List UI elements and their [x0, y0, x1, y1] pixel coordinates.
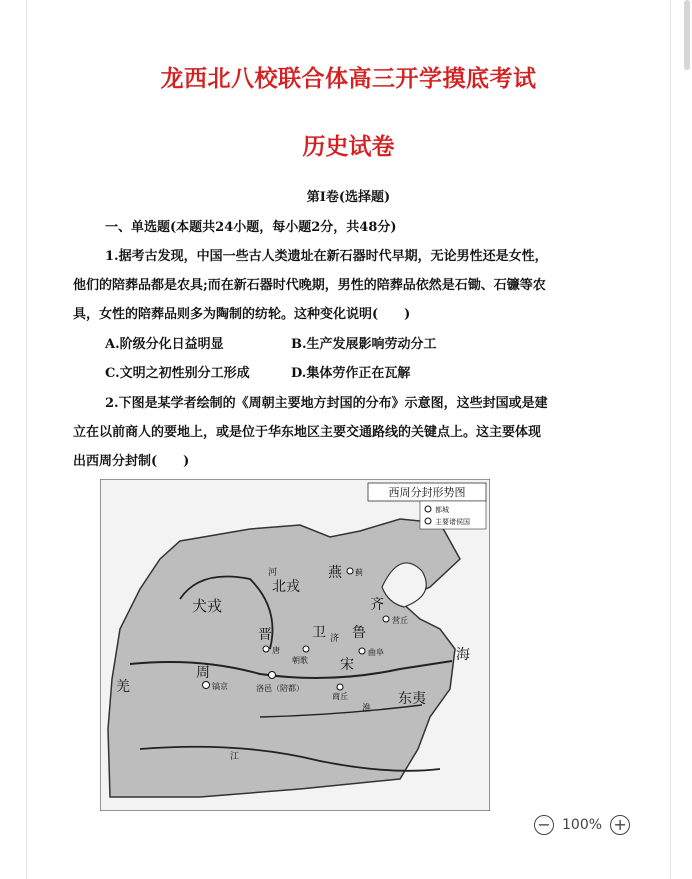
- q2-line-1: 2.下图是某学者绘制的《周朝主要地方封国的分布》示意图，这些封国或是建: [105, 396, 548, 411]
- label-zhou: 周: [196, 665, 210, 681]
- q2-line-2: 立在以前商人的要地上，或是位于华东地区主要交通路线的关键点上。这主要体现: [73, 425, 542, 440]
- label-yan: 燕: [328, 565, 342, 581]
- label-luoyi: 洛邑（陪都）: [256, 684, 304, 693]
- label-qiang: 羌: [116, 679, 130, 695]
- q2-line-3: 出西周分封制( ): [73, 454, 190, 469]
- label-ji: 蓟: [355, 568, 363, 577]
- label-qi: 齐: [370, 597, 384, 613]
- section-heading: 第Ⅰ卷(选择题): [306, 190, 391, 205]
- label-zhaoge: 朝歌: [292, 656, 308, 665]
- document-subtitle: 历史试卷: [302, 134, 395, 160]
- q1-option-a: A.阶级分化日益明显: [105, 337, 224, 352]
- part-heading: 一、单选题(本题共24小题，每小题2分，共48分): [105, 220, 397, 235]
- label-hai: 海: [456, 647, 470, 663]
- label-dongyi: 东夷: [398, 691, 426, 707]
- legend-capital: 都城: [435, 506, 449, 514]
- q1-option-c: C.文明之初性别分工形成: [105, 366, 250, 381]
- label-lu: 鲁: [352, 625, 366, 641]
- label-jiang: 江: [230, 752, 240, 762]
- label-beirong: 北戎: [272, 579, 300, 595]
- label-qufu: 曲阜: [368, 648, 384, 657]
- label-quanrong: 犬戎: [192, 597, 223, 615]
- label-song: 宋: [340, 657, 354, 673]
- label-shangqiu: 商丘: [332, 692, 348, 701]
- label-jishui: 济: [330, 634, 340, 644]
- land-area: [108, 519, 460, 797]
- zoom-level: 100%: [562, 817, 603, 833]
- q1-line-3: 具，女性的陪葬品则多为陶制的纺轮。这种变化说明( ): [73, 307, 411, 322]
- label-he: 河: [268, 568, 278, 578]
- legend-state: 主要诸侯国: [435, 518, 470, 526]
- zoom-in-icon[interactable]: +: [610, 815, 630, 835]
- map-title: 西周分封形势图: [388, 486, 466, 499]
- document-title: 龙西北八校联合体高三开学摸底考试: [160, 66, 537, 92]
- label-wei: 卫: [312, 625, 326, 641]
- q1-option-b: B.生产发展影响劳动分工: [291, 337, 437, 352]
- label-yingqiu: 营丘: [392, 616, 408, 625]
- western-zhou-map: [100, 479, 490, 811]
- label-tang: 唐: [272, 646, 280, 655]
- q1-option-d: D.集体劳作正在瓦解: [291, 366, 411, 381]
- scrollbar[interactable]: [684, 0, 690, 70]
- label-jin: 晋: [258, 627, 272, 643]
- label-haojing: 镐京: [212, 682, 228, 691]
- zoom-controls: [534, 812, 630, 838]
- label-huai: 淮: [362, 704, 372, 714]
- q1-line-1: 1.据考古发现，中国一些古人类遗址在新石器时代早期，无论男性还是女性，: [105, 249, 548, 264]
- zoom-out-icon[interactable]: −: [534, 815, 554, 835]
- q1-line-2: 他们的陪葬品都是农具;而在新石器时代晚期，男性的陪葬品依然是石锄、石镰等农: [73, 278, 546, 293]
